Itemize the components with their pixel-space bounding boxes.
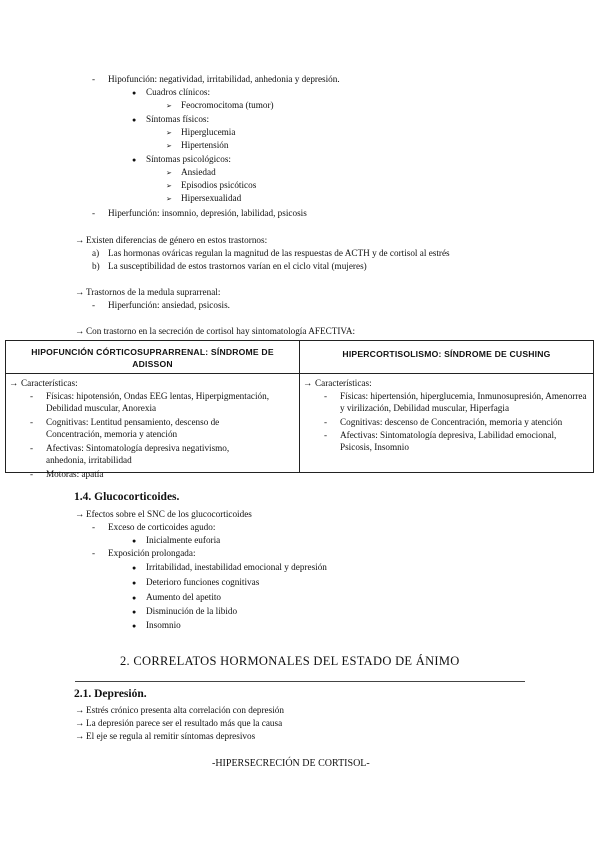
- arrow-marker: →: [303, 378, 313, 388]
- characteristic-item: Cognitivas: Lentitud pensamiento, descenso de Concentración, memoria y atención: [46, 417, 220, 440]
- section-divider: [75, 681, 525, 682]
- table-cell-cushing: [300, 374, 594, 473]
- bullet-marker: ●: [132, 116, 137, 124]
- dash-marker: -: [92, 208, 96, 218]
- arrow-marker: →: [75, 509, 85, 519]
- medula-item: Hiperfunción: ansiedad, psicosis.: [108, 300, 230, 310]
- characteristics-label: Características:: [21, 378, 78, 388]
- gender-item: Las hormonas ováricas regulan la magnitud de las respuestas de ACTH y de cortisol al estrés: [108, 248, 450, 258]
- dash-marker: -: [92, 522, 96, 532]
- characteristic-item: Físicas: hipotensión, Ondas EEG lentas, Hiperpigmentación, Debilidad muscular, Anorexia: [46, 391, 270, 414]
- acute-label: Exceso de corticoides agudo:: [108, 522, 216, 532]
- tri-marker: ➢: [166, 169, 172, 177]
- characteristic-item: Físicas: hipertensión, hiperglucemia, Inmunosupresión, Amenorrea y virilización, Debilidad muscular, Hiperfagia: [340, 391, 587, 414]
- arrow-marker: →: [75, 718, 85, 728]
- arrow-marker: →: [75, 287, 85, 297]
- dash-marker: -: [30, 417, 34, 427]
- gender-intro: Existen diferencias de género en estos trastornos:: [86, 235, 268, 245]
- group-item: Ansiedad: [181, 167, 216, 177]
- bullet-marker: ●: [132, 537, 137, 545]
- comparison-table: [5, 340, 594, 479]
- prolonged-item: Irritabilidad, inestabilidad emocional y depresión: [146, 562, 327, 572]
- arrow-marker: →: [75, 705, 85, 715]
- medula-intro: Trastornos de la medula suprarrenal:: [86, 287, 221, 297]
- depresion-line: Estrés crónico presenta alta correlación con depresión: [86, 705, 284, 715]
- prolonged-item: Disminución de la libido: [146, 606, 238, 616]
- characteristics-label: Características:: [315, 378, 372, 388]
- arrow-marker: →: [75, 326, 85, 336]
- dash-marker: -: [324, 391, 328, 401]
- dash-marker: -: [92, 74, 96, 84]
- bullet-marker: ●: [132, 564, 137, 572]
- group-label: Síntomas físicos:: [146, 114, 210, 124]
- tri-marker: ➢: [166, 129, 172, 137]
- bullet-marker: ●: [132, 579, 137, 587]
- tri-marker: ➢: [166, 102, 172, 110]
- group-label: Síntomas psicológicos:: [146, 154, 231, 164]
- group-item: Hipertensión: [181, 140, 229, 150]
- cortisol-line: Con trastorno en la secreción de cortisol hay sintomatología AFECTIVA:: [86, 326, 356, 336]
- bullet-marker: ●: [132, 594, 137, 602]
- dash-marker: -: [30, 469, 34, 479]
- hypo-title: Hipofunción: negatividad, irritabilidad, anhedonia y depresión.: [108, 74, 340, 84]
- prolonged-item: Deterioro funciones cognitivas: [146, 577, 260, 587]
- bullet-marker: ●: [132, 608, 137, 616]
- group-item: Hipersexualidad: [181, 193, 242, 203]
- gluco-heading: 1.4. Glucocorticoides.: [74, 491, 180, 503]
- acute-item: Inicialmente euforia: [146, 535, 221, 545]
- bullet-marker: ●: [132, 156, 137, 164]
- table-header-addison: HIPOFUNCIÓN CÓRTICOSUPRARRENAL: SÍNDROME DE ADISSON: [6, 341, 300, 374]
- depresion-line: El eje se regula al remitir síntomas depresivos: [86, 731, 256, 741]
- bullet-marker: ●: [132, 622, 137, 630]
- hyper-line: Hiperfunción: insomnio, depresión, labilidad, psicosis: [108, 208, 307, 218]
- bullet-marker: ●: [132, 89, 137, 97]
- dash-marker: -: [92, 548, 96, 558]
- table-cell-addison: [6, 374, 300, 479]
- tri-marker: ➢: [166, 195, 172, 203]
- group-item: Hiperglucemia: [181, 127, 236, 137]
- arrow-marker: →: [9, 378, 19, 388]
- characteristic-item: Afectivas: Sintomatología depresiva negativismo, anhedonia, irritabilidad: [46, 443, 230, 466]
- gluco-intro: Efectos sobre el SNC de los glucocorticoides: [86, 509, 252, 519]
- prolonged-item: Insomnio: [146, 620, 181, 630]
- list-marker: b): [92, 261, 100, 271]
- dash-marker: -: [30, 391, 34, 401]
- tri-marker: ➢: [166, 142, 172, 150]
- list-marker: a): [92, 248, 100, 258]
- depresion-line: La depresión parece ser el resultado más que la causa: [86, 718, 283, 728]
- group-label: Cuadros clínicos:: [146, 87, 211, 97]
- group-item: Episodios psicóticos: [181, 180, 257, 190]
- gender-item: La susceptibilidad de estos trastornos varían en el ciclo vital (mujeres): [108, 261, 367, 271]
- dash-marker: -: [92, 300, 96, 310]
- footer-note: -HIPERSECRECIÓN DE CORTISOL-: [212, 758, 370, 769]
- depresion-heading: 2.1. Depresión.: [74, 688, 147, 700]
- prolonged-item: Aumento del apetito: [146, 592, 222, 602]
- table-header-cushing: HIPERCORTISOLISMO: SÍNDROME DE CUSHING: [300, 341, 594, 374]
- characteristic-item: Afectivas: Sintomatología depresiva, Labilidad emocional, Psicosis, Insomnio: [340, 430, 557, 453]
- dash-marker: -: [30, 443, 34, 453]
- arrow-marker: →: [75, 731, 85, 741]
- dash-marker: -: [324, 430, 328, 440]
- group-item: Feocromocitoma (tumor): [181, 100, 274, 110]
- section-title: 2. CORRELATOS HORMONALES DEL ESTADO DE ÁNIMO: [120, 654, 460, 668]
- prolonged-label: Exposición prolongada:: [108, 548, 196, 558]
- characteristic-item: Cognitivas: descenso de Concentración, memoria y atención: [340, 417, 563, 427]
- arrow-marker: →: [75, 235, 85, 245]
- dash-marker: -: [324, 417, 328, 427]
- characteristic-item: Motoras: apatía: [46, 469, 104, 479]
- tri-marker: ➢: [166, 182, 172, 190]
